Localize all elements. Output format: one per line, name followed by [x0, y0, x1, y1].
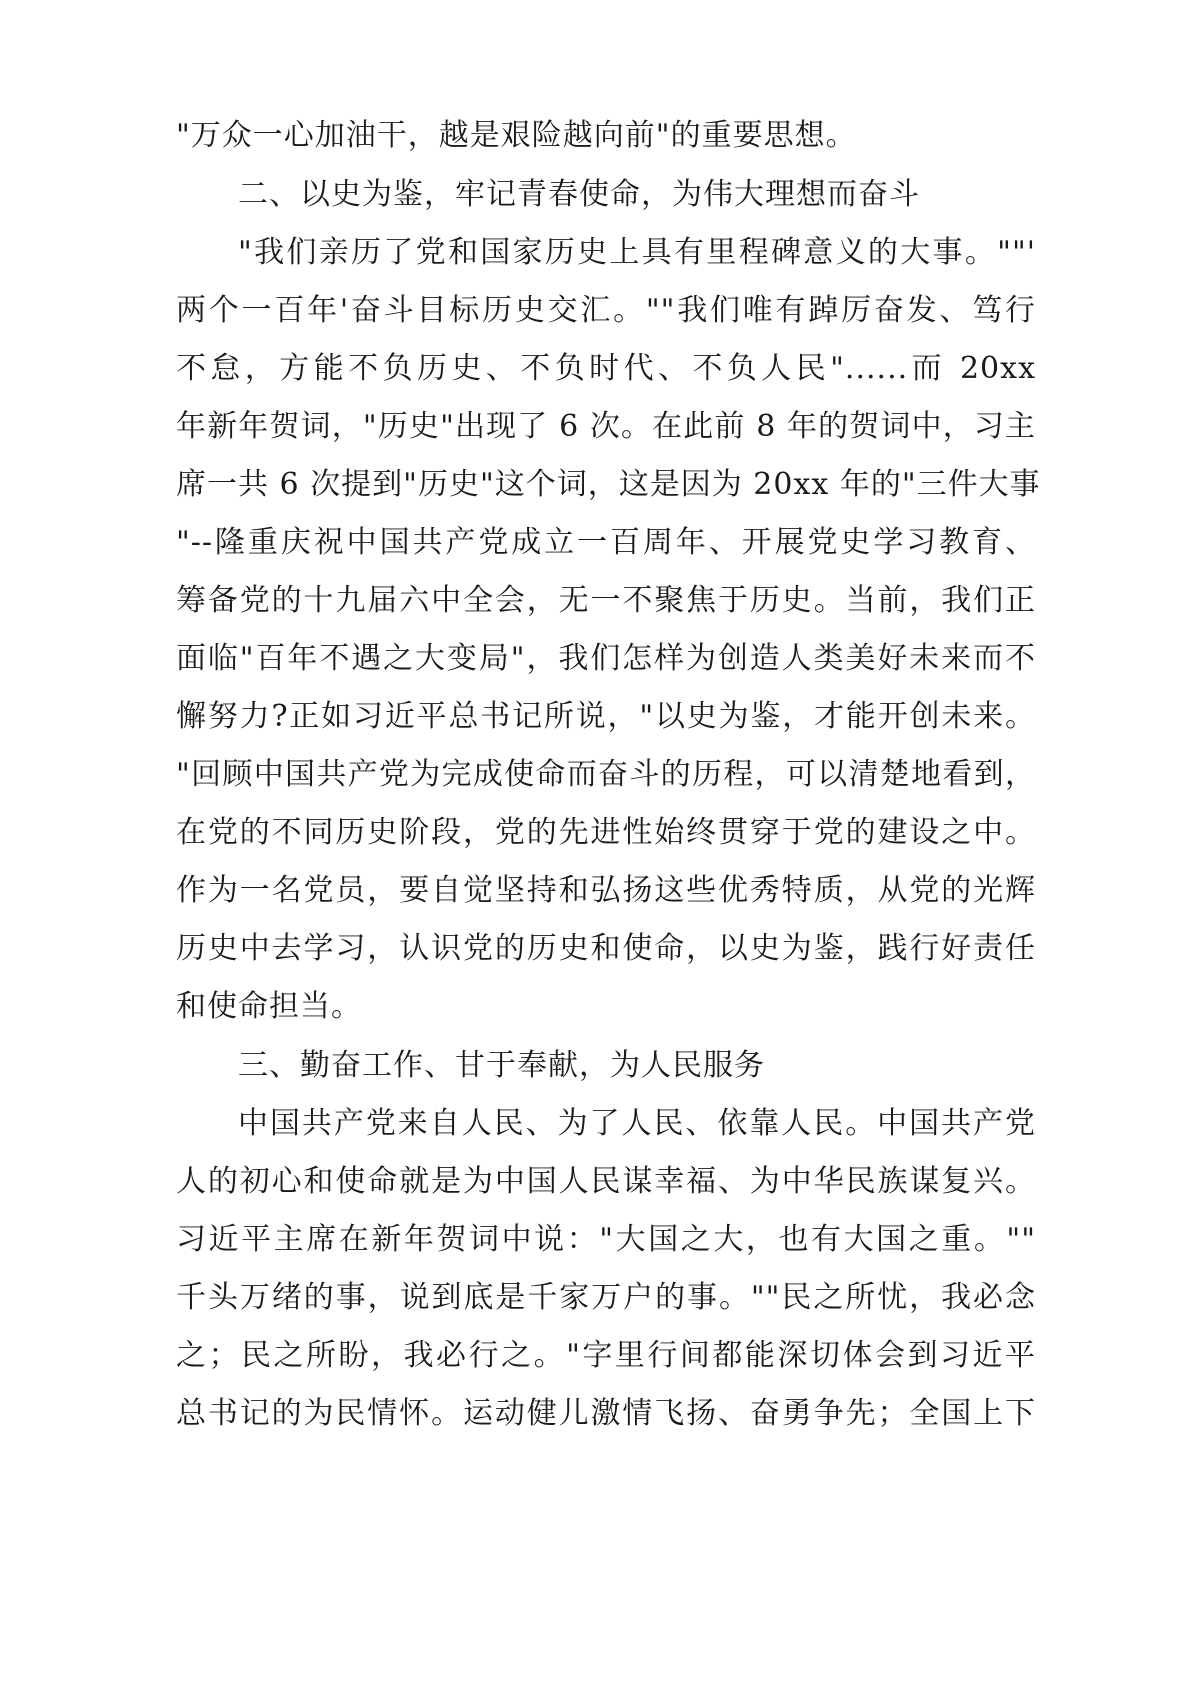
paragraph-line: 作为一名党员，要自觉坚持和弘扬这些优秀特质，从党的光辉	[176, 873, 1036, 908]
paragraph-line: 和使命担当。	[176, 989, 362, 1024]
paragraph-line: 人的初心和使命就是为中国人民谋幸福、为中华民族谋复兴。	[176, 1164, 1036, 1199]
paragraph-line: 中国共产党来自人民、为了人民、依靠人民。中国共产党	[238, 1106, 1036, 1141]
paragraph-line: 总书记的为民情怀。运动健儿激情飞扬、奋勇争先；全国上下	[176, 1396, 1036, 1431]
paragraph-line: 懈努力?正如习近平总书记所说，"以史为鉴，才能开创未来。	[176, 699, 1036, 734]
paragraph-line: 之；民之所盼，我必行之。"字里行间都能深切体会到习近平	[176, 1338, 1036, 1373]
paragraph-line: "我们亲历了党和国家历史上具有里程碑意义的大事。""'	[238, 235, 1036, 270]
paragraph-line: 千头万绪的事，说到底是千家万户的事。""民之所忧，我必念	[176, 1280, 1036, 1315]
paragraph-line: 不怠，方能不负历史、不负时代、不负人民"......而 20xx	[176, 351, 1036, 386]
section-heading-3: 三、勤奋工作、甘于奉献，为人民服务	[238, 1048, 765, 1083]
paragraph-line: 在党的不同历史阶段，党的先进性始终贯穿于党的建设之中。	[176, 815, 1036, 850]
paragraph-line: 两个一百年'奋斗目标历史交汇。""我们唯有踔厉奋发、笃行	[176, 293, 1036, 328]
paragraph-line: 历史中去学习，认识党的历史和使命，以史为鉴，践行好责任	[176, 931, 1036, 966]
paragraph-line: 年新年贺词，"历史"出现了 6 次。在此前 8 年的贺词中，习主	[176, 409, 1036, 444]
paragraph-line: 席一共 6 次提到"历史"这个词，这是因为 20xx 年的"三件大事	[176, 467, 1041, 502]
paragraph-line: "--隆重庆祝中国共产党成立一百周年、开展党史学习教育、	[176, 525, 1036, 560]
paragraph-line: "万众一心加油干，越是艰险越向前"的重要思想。	[176, 118, 857, 153]
section-heading-2: 二、以史为鉴，牢记青春使命，为伟大理想而奋斗	[238, 177, 920, 212]
paragraph-line: 面临"百年不遇之大变局"，我们怎样为创造人类美好未来而不	[176, 641, 1036, 676]
paragraph-line: "回顾中国共产党为完成使命而奋斗的历程，可以清楚地看到，	[176, 757, 1036, 792]
paragraph-line: 筹备党的十九届六中全会，无一不聚焦于历史。当前，我们正	[176, 583, 1036, 618]
paragraph-line: 习近平主席在新年贺词中说："大国之大，也有大国之重。""	[176, 1222, 1036, 1257]
